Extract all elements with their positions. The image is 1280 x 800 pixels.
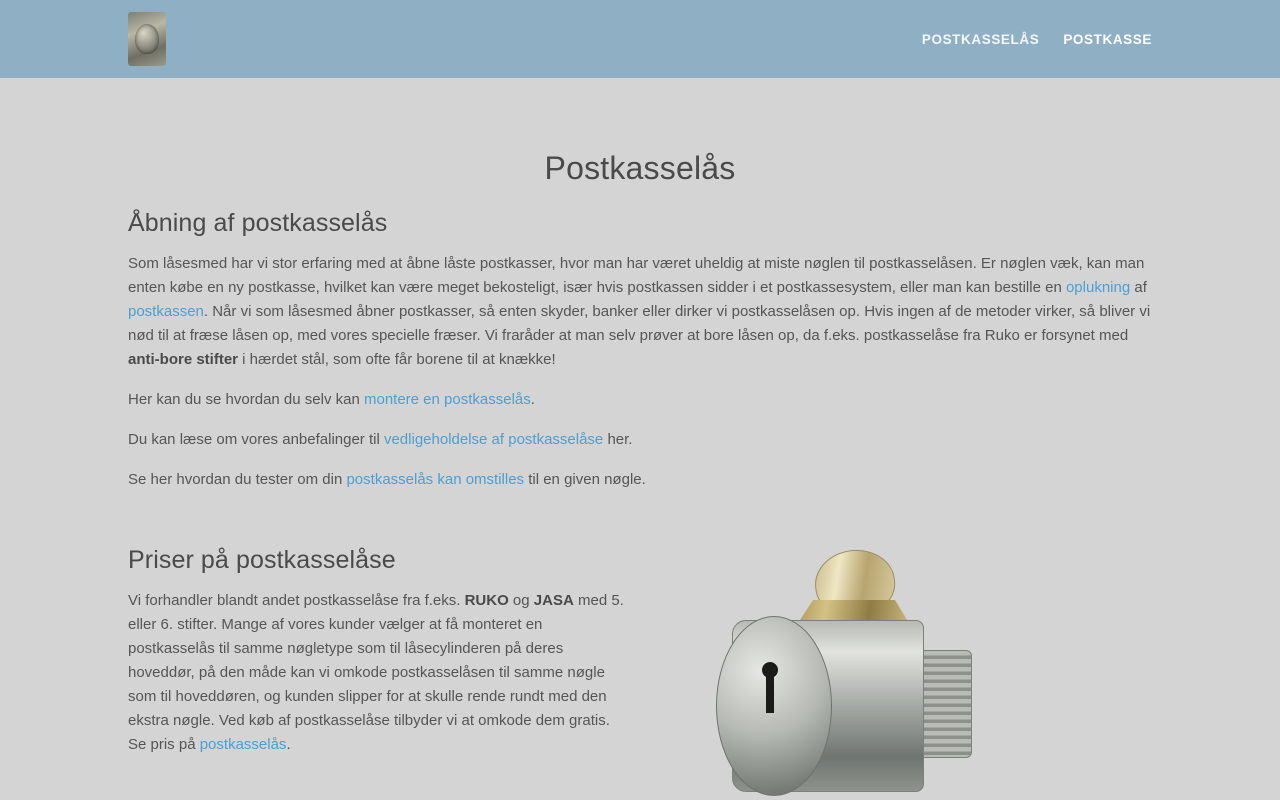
paragraph-text: Som låsesmed har vi stor erfaring med at åbne låste postkasser, hvor man har været uheldig at miste nøglen til postkasselåsen. Er nøglen væk, kan man enten købe en ny postkasse, hvilket kan være meget bekosteligt, især hvis postkassen sidder i et postkassesystem, eller man kan bestille en: [128, 255, 1145, 296]
paragraph-text: Du kan læse om vores anbefalinger til: [128, 431, 384, 448]
nav-item-postkasse[interactable]: POSTKASSE: [1063, 31, 1152, 47]
site-logo[interactable]: [128, 12, 166, 66]
lock-face-shape: [716, 616, 832, 796]
page-title: Postkasselås: [544, 150, 736, 186]
brand-ruko: RUKO: [464, 592, 509, 609]
paragraph-text: Her kan du se hvordan du selv kan: [128, 391, 364, 408]
paragraph-text: med 5. eller 6. stifter. Mange af vores kunder vælger at få monteret en postkasselås til samme nøgletype som til låsecylinderen på deres hoveddør, på den måde kan vi omkode postkasselåsen til samme nøgle som til hoveddøren, og kunden slipper for at skulle rende rundt med den ekstra nøgle. Ved køb af postkasselåse tilbyder vi at omkode dem gratis. Se pris på: [128, 592, 624, 753]
emphasis-anti-bore-stifter: anti-bore stifter: [128, 351, 239, 368]
section-heading-priser: Priser på postkasselåse: [128, 546, 396, 574]
paragraph-about-opening: [128, 252, 1152, 372]
paragraph-montere: [128, 388, 1152, 412]
main-content: [0, 150, 1280, 800]
link-postkasselaas-kan-omstilles[interactable]: postkasselås kan omstilles: [346, 471, 525, 488]
paragraph-text: .: [530, 391, 535, 408]
priser-image-column: [648, 536, 1152, 800]
site-header: [0, 0, 1280, 78]
brand-jasa: JASA: [533, 592, 574, 609]
keyhole-icon: [762, 662, 778, 678]
paragraph-text: Vi forhandler blandt andet postkasselåse fra f.eks.: [128, 592, 465, 609]
paragraph-priser: [128, 589, 628, 757]
postkasselaas-cylinder-image: [730, 542, 1070, 800]
main-navigation: [922, 32, 1152, 47]
paragraph-text: og: [508, 592, 534, 609]
paragraph-text: .: [286, 736, 291, 753]
section-heading-abning: Åbning af postkasselås: [128, 209, 388, 237]
paragraph-vedligeholdelse: [128, 428, 1152, 452]
paragraph-omstilles: [128, 468, 1152, 492]
link-oplukning[interactable]: oplukning: [1065, 279, 1131, 296]
paragraph-text: her.: [603, 431, 633, 448]
section-spacer: [128, 508, 1152, 536]
lock-thread-shape: [916, 650, 972, 758]
nav-item-postkasselaas[interactable]: POSTKASSELÅS: [921, 31, 1040, 47]
link-vedligeholdelse[interactable]: vedligeholdelse af postkasselåse: [383, 431, 604, 448]
paragraph-text: i hærdet stål, som ofte får borene til at knække!: [238, 351, 556, 368]
link-postkasselaas-pris[interactable]: postkasselås: [199, 736, 287, 753]
priser-section: [128, 536, 1152, 800]
link-montere-en-postkasselaas[interactable]: montere en postkasselås: [363, 391, 531, 408]
link-postkassen[interactable]: postkassen: [128, 303, 204, 320]
priser-text-column: [128, 536, 628, 773]
paragraph-text: Se her hvordan du tester om din: [128, 471, 347, 488]
paragraph-text: af: [1130, 279, 1147, 296]
paragraph-text: . Når vi som låsesmed åbner postkasser, så enten skyder, banker eller dirker vi postkasselåsen op. Hvis ingen af de metoder virker, så bliver vi nød til at fræse låsen op, med vores specielle fræser. Vi fraråder at man selv prøver at bore låsen op, da f.eks. postkasselåse fra Ruko er forsynet med: [128, 303, 1151, 344]
paragraph-text: til en given nøgle.: [524, 471, 646, 488]
